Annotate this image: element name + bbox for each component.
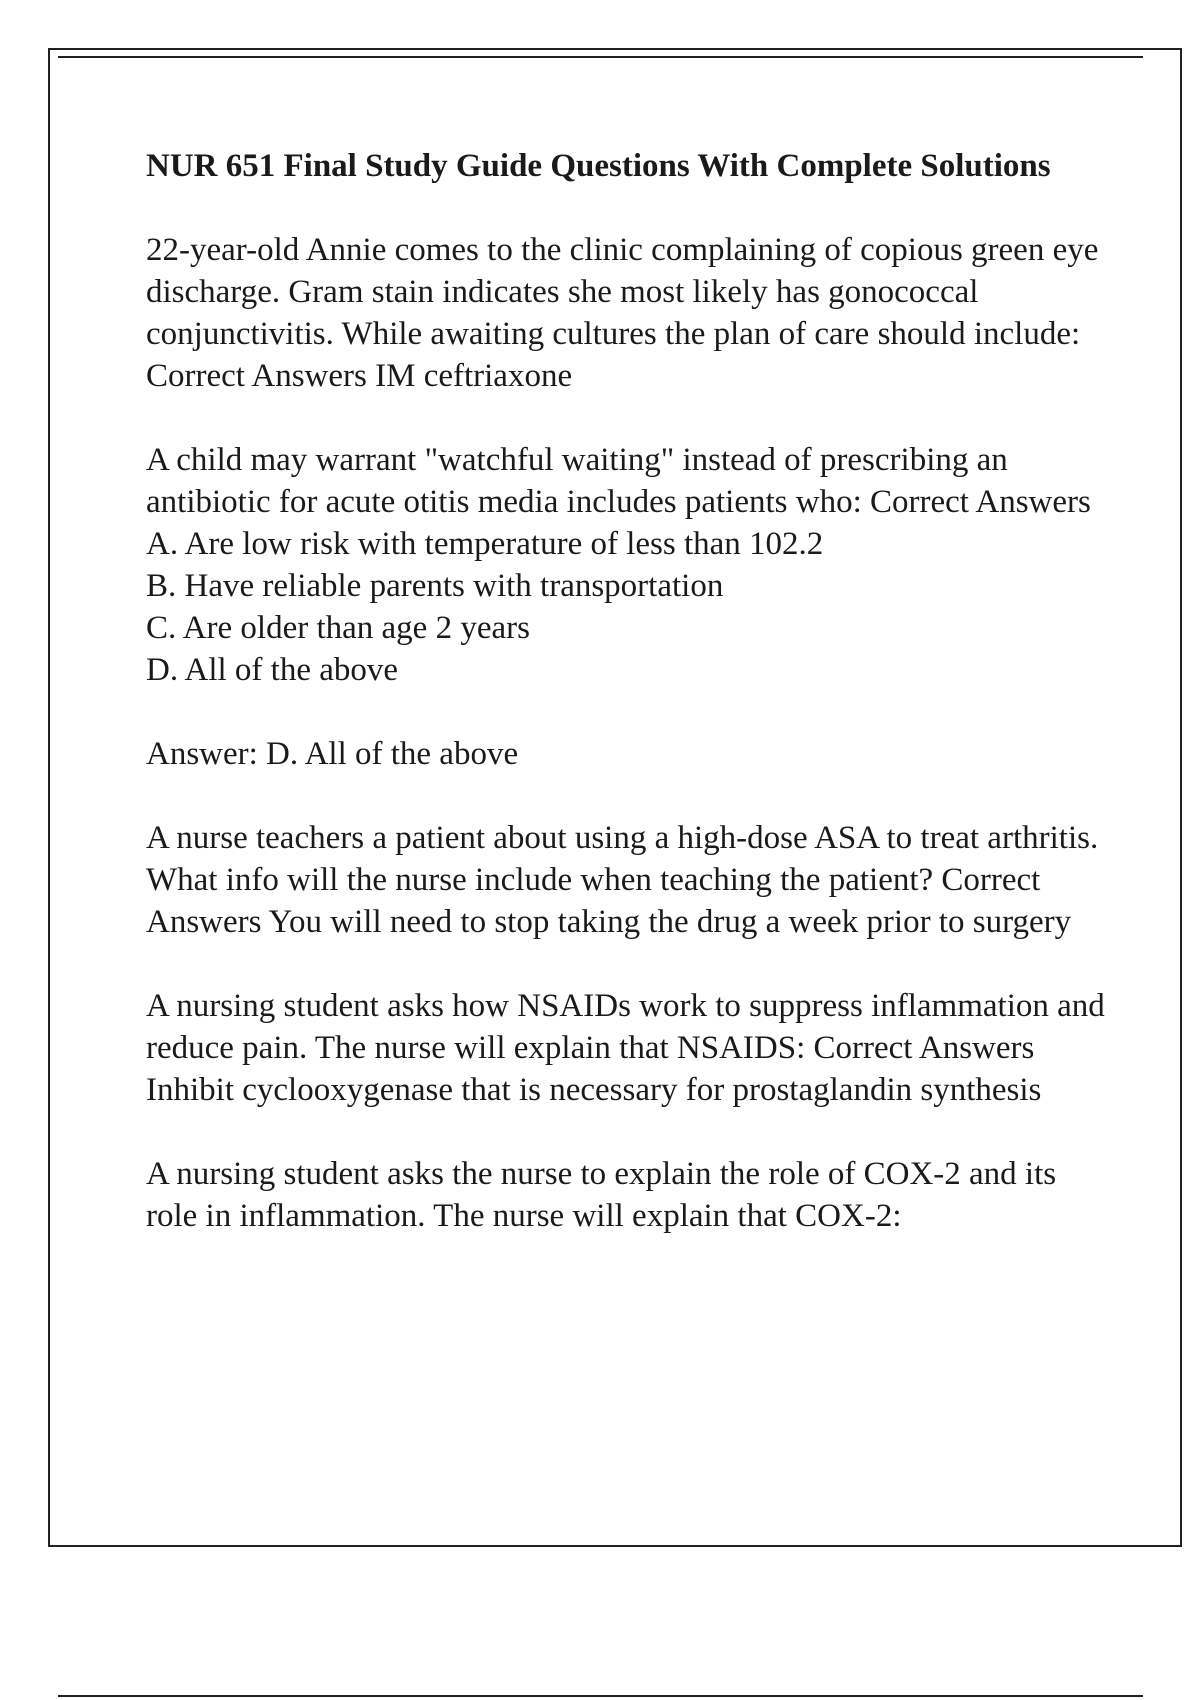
question-high-dose-asa bbox=[146, 817, 1106, 943]
question-text: A nursing student asks the nurse to explain the role of COX-2 and its role in inflammation. The nurse will explain that COX-2: bbox=[146, 1156, 1057, 1234]
option-c: C. Are older than age 2 years bbox=[146, 610, 530, 646]
answer-text: Answer: D. All of the above bbox=[146, 736, 519, 772]
document-body bbox=[146, 145, 1106, 1279]
document-title: NUR 651 Final Study Guide Questions With Complete Solutions bbox=[146, 148, 1051, 184]
answer-watchful-waiting bbox=[146, 733, 1106, 775]
question-text: 22-year-old Annie comes to the clinic complaining of copious green eye discharge. Gram stain indicates she most likely has gonococcal conjunctivitis. While awaiting cultures the plan of care should include: Correct Answers IM ceftriaxone bbox=[146, 232, 1099, 394]
question-text: A child may warrant "watchful waiting" instead of prescribing an antibiotic for acute otitis media includes patients who: Correct Answers A. Are low risk with temperature of less than 102.2 bbox=[146, 442, 1091, 562]
footer-rule bbox=[58, 1695, 1143, 1697]
question-text: A nurse teachers a patient about using a high-dose ASA to treat arthritis. What info will the nurse include when teaching the patient? Correct Answers You will need to stop taking the drug a week prior to surgery bbox=[146, 820, 1099, 940]
question-nsaids-mechanism bbox=[146, 985, 1106, 1111]
question-cox2-role bbox=[146, 1153, 1106, 1237]
question-annie-conjunctivitis bbox=[146, 229, 1106, 397]
question-text: A nursing student asks how NSAIDs work to suppress inflammation and reduce pain. The nurse will explain that NSAIDS: Correct Answers Inhibit cyclooxygenase that is necessary for prostaglandin synthesis bbox=[146, 988, 1105, 1108]
question-watchful-waiting bbox=[146, 439, 1106, 691]
option-d: D. All of the above bbox=[146, 652, 399, 688]
header-rule bbox=[58, 56, 1143, 58]
option-b: B. Have reliable parents with transportation bbox=[146, 568, 724, 604]
